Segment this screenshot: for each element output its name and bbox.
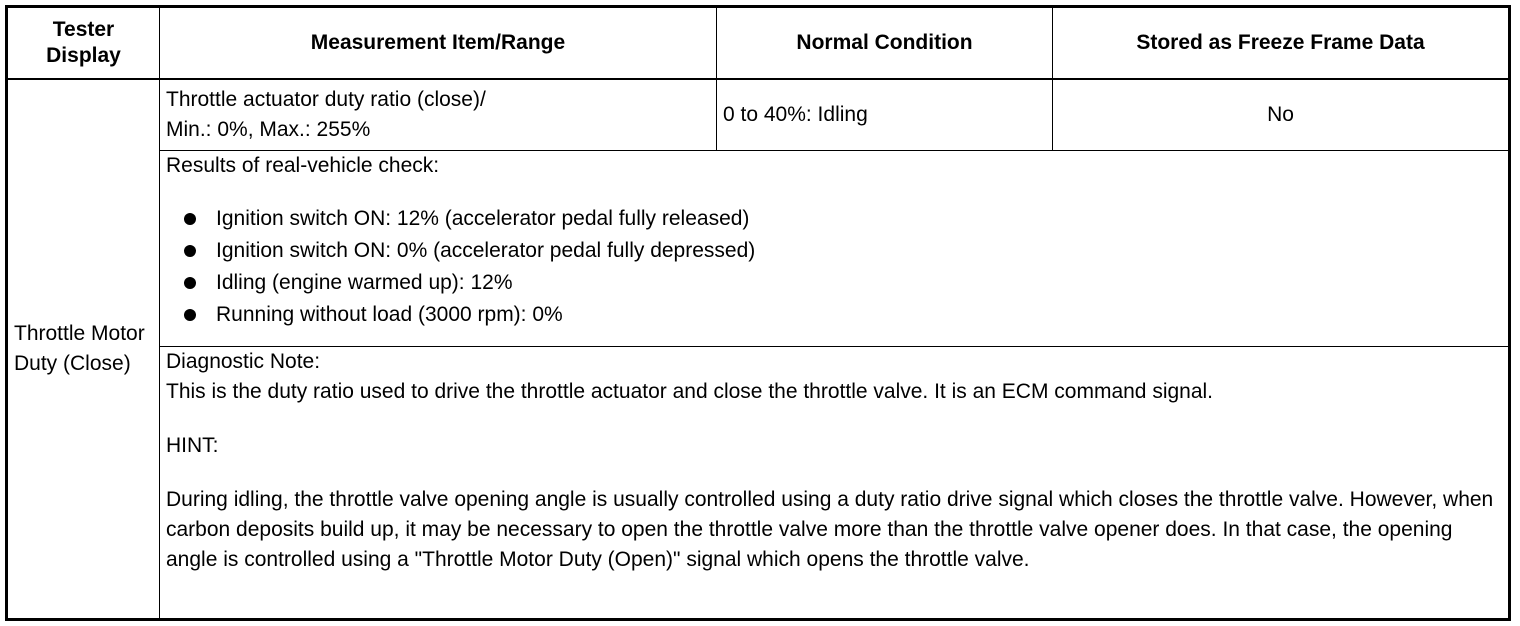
header-tester-display: Tester Display (7, 7, 160, 79)
tester-display-cell: Throttle Motor Duty (Close) (7, 79, 160, 620)
list-item-text: Idling (engine warmed up): 12% (216, 271, 513, 294)
list-item-text: Ignition switch ON: 0% (accelerator pedal fully depressed) (216, 239, 756, 262)
table-row (7, 79, 1510, 151)
bullet-icon (184, 245, 196, 257)
hint-text: During idling, the throttle valve opening angle is usually controlled using a duty ratio drive signal which closes the throttle valve. However, when carbon deposits build up, it may be necessary to open the throttle valve more than the throttle valve opener does. In that case, the opening angle is controlled using a "Throttle Motor Duty (Open)" signal which opens the throttle valve. (166, 488, 1494, 571)
table-header-row (7, 7, 1510, 79)
list-item (184, 235, 1502, 267)
list-item (184, 299, 1502, 331)
list-item-text: Ignition switch ON: 12% (accelerator pedal fully released) (216, 207, 750, 230)
results-list (166, 203, 1502, 331)
measurement-range-line: Min.: 0%, Max.: 255% (166, 117, 371, 141)
diagnostic-row (7, 347, 1510, 620)
header-normal-condition: Normal Condition (717, 7, 1053, 79)
hint-label: HINT: (166, 434, 219, 457)
freeze-frame-cell: No (1053, 79, 1510, 151)
bullet-icon (184, 213, 196, 225)
results-title: Results of real-vehicle check: (166, 154, 440, 177)
list-item (184, 267, 1502, 299)
measurement-item-cell (160, 79, 717, 151)
results-cell (160, 151, 1510, 347)
normal-condition-cell: 0 to 40%: Idling (717, 79, 1053, 151)
list-item (184, 203, 1502, 235)
data-list-table (5, 5, 1511, 621)
list-item-text: Running without load (3000 rpm): 0% (216, 303, 563, 326)
results-row (7, 151, 1510, 347)
bullet-icon (184, 309, 196, 321)
header-measurement-item: Measurement Item/Range (160, 7, 717, 79)
bullet-icon (184, 277, 196, 289)
diagnostic-text: This is the duty ratio used to drive the throttle actuator and close the throttle valve. It is an ECM command signal. (166, 380, 1214, 403)
header-freeze-frame: Stored as Freeze Frame Data (1053, 7, 1510, 79)
diagnostic-title: Diagnostic Note: (166, 350, 321, 373)
measurement-item-line: Throttle actuator duty ratio (close)/ (166, 87, 486, 111)
diagnostic-cell (160, 347, 1510, 620)
